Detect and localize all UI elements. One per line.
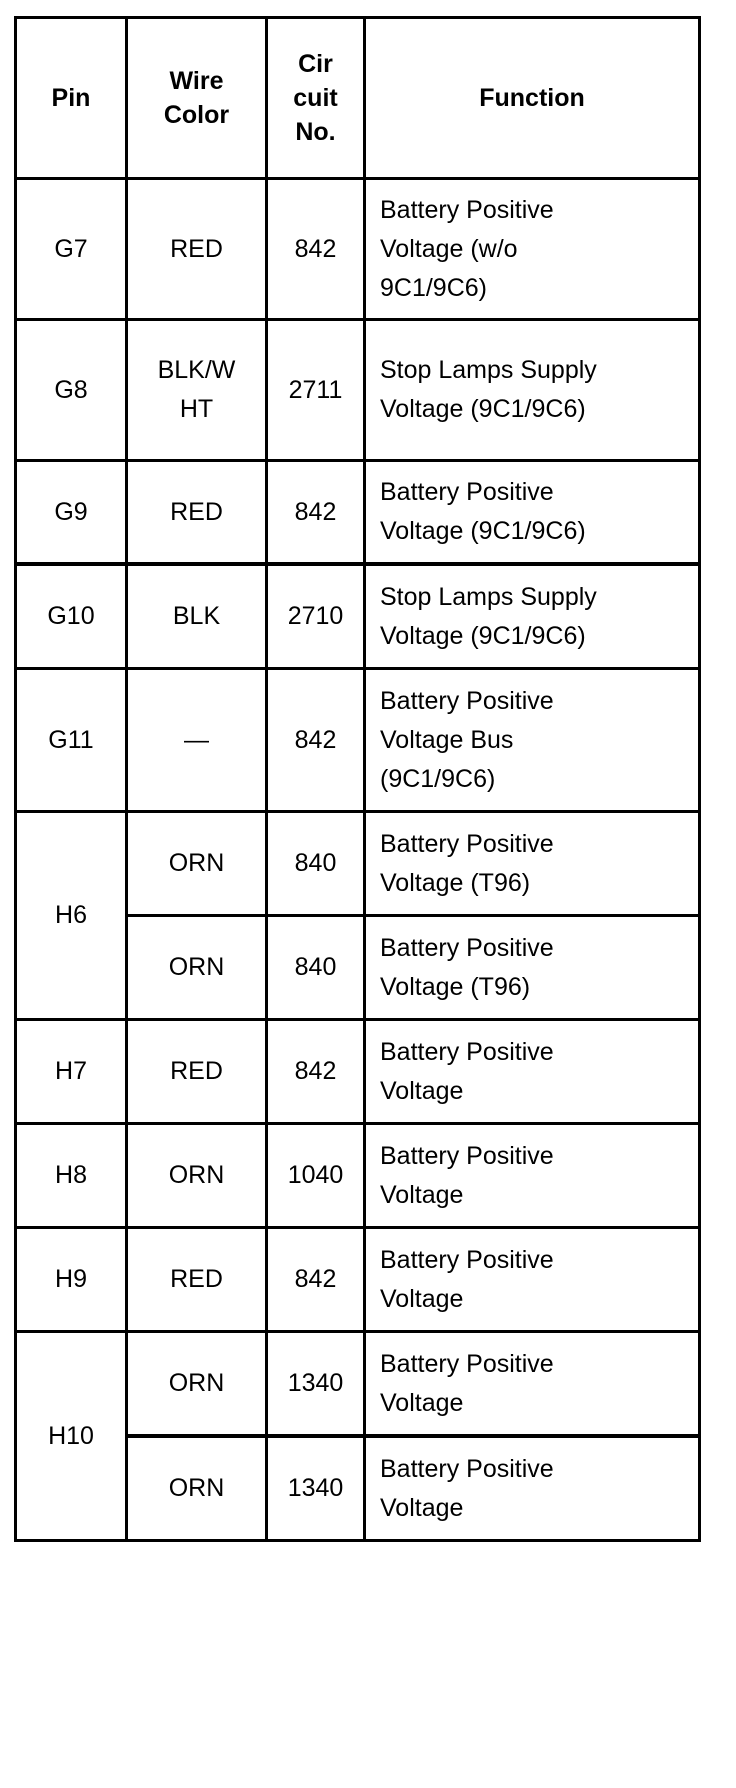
circuit-cell: 842 — [267, 669, 365, 812]
pin-cell: H9 — [16, 1228, 127, 1332]
header-row — [16, 18, 700, 179]
pin-cell: H6 — [16, 812, 127, 1020]
table-row — [16, 461, 700, 565]
wire-color-cell: RED — [127, 461, 267, 565]
header-circuit-no: Cir cuit No. — [267, 18, 365, 179]
wire-color-cell: ORN — [127, 1436, 267, 1541]
table-row — [16, 320, 700, 461]
wire-color-cell: ORN — [127, 1124, 267, 1228]
circuit-cell: 1340 — [267, 1332, 365, 1437]
table-row — [16, 1332, 700, 1437]
wire-color-cell: BLK/W HT — [127, 320, 267, 461]
pin-cell: H7 — [16, 1020, 127, 1124]
function-cell: Battery Positive Voltage — [365, 1332, 700, 1437]
pin-cell: H10 — [16, 1332, 127, 1541]
circuit-cell: 2711 — [267, 320, 365, 461]
connector-pinout-table — [14, 16, 701, 1542]
circuit-cell: 842 — [267, 461, 365, 565]
pin-cell: G8 — [16, 320, 127, 461]
function-cell: Battery Positive Voltage (9C1/9C6) — [365, 461, 700, 565]
table-row — [16, 669, 700, 812]
wire-color-cell: ORN — [127, 812, 267, 916]
function-cell: Battery Positive Voltage — [365, 1124, 700, 1228]
header-pin: Pin — [16, 18, 127, 179]
table-row — [16, 1020, 700, 1124]
wire-color-cell: RED — [127, 1228, 267, 1332]
circuit-cell: 2710 — [267, 564, 365, 669]
function-cell: Battery Positive Voltage — [365, 1020, 700, 1124]
pin-cell: G7 — [16, 179, 127, 320]
wire-color-cell: RED — [127, 1020, 267, 1124]
function-cell: Stop Lamps Supply Voltage (9C1/9C6) — [365, 564, 700, 669]
pin-cell: G10 — [16, 564, 127, 669]
pin-cell: H8 — [16, 1124, 127, 1228]
table-row — [16, 1228, 700, 1332]
wire-color-cell: ORN — [127, 1332, 267, 1437]
function-cell: Battery Positive Voltage (T96) — [365, 916, 700, 1020]
pin-cell: G11 — [16, 669, 127, 812]
table-row — [16, 179, 700, 320]
circuit-cell: 842 — [267, 179, 365, 320]
header-function: Function — [365, 18, 700, 179]
circuit-cell: 842 — [267, 1228, 365, 1332]
table-row — [16, 812, 700, 916]
circuit-cell: 840 — [267, 812, 365, 916]
circuit-cell: 1040 — [267, 1124, 365, 1228]
circuit-cell: 842 — [267, 1020, 365, 1124]
wire-color-cell: RED — [127, 179, 267, 320]
function-cell: Battery Positive Voltage — [365, 1436, 700, 1541]
circuit-cell: 840 — [267, 916, 365, 1020]
function-cell: Battery Positive Voltage — [365, 1228, 700, 1332]
function-cell: Stop Lamps Supply Voltage (9C1/9C6) — [365, 320, 700, 461]
table-row — [16, 564, 700, 669]
function-cell: Battery Positive Voltage (w/o 9C1/9C6) — [365, 179, 700, 320]
function-cell: Battery Positive Voltage Bus (9C1/9C6) — [365, 669, 700, 812]
wire-color-cell: BLK — [127, 564, 267, 669]
wire-color-cell: — — [127, 669, 267, 812]
pin-cell: G9 — [16, 461, 127, 565]
wire-color-cell: ORN — [127, 916, 267, 1020]
function-cell: Battery Positive Voltage (T96) — [365, 812, 700, 916]
header-wire-color: Wire Color — [127, 18, 267, 179]
table-row — [16, 1124, 700, 1228]
circuit-cell: 1340 — [267, 1436, 365, 1541]
